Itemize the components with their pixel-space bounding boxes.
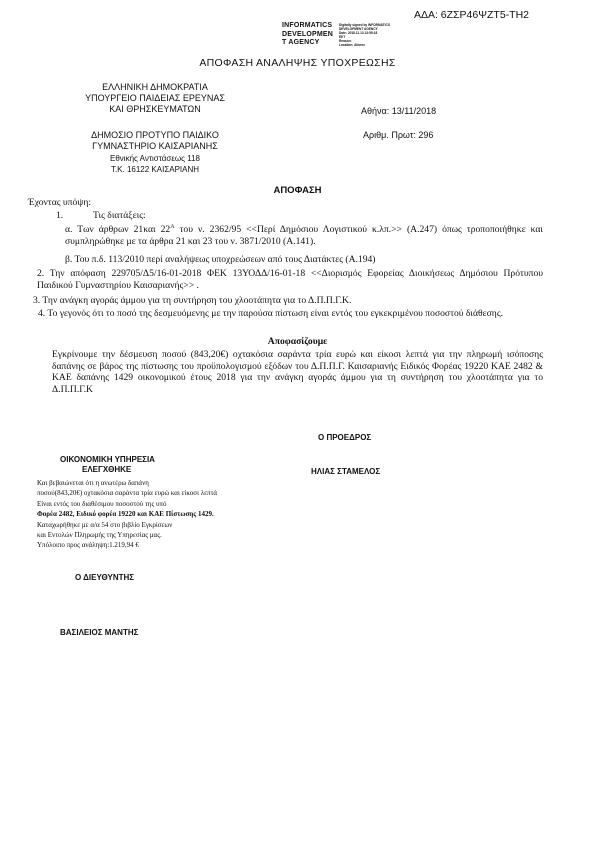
item-1-number: 1.	[56, 210, 64, 221]
we-decide-heading: Αποφασίζουμε	[267, 336, 328, 347]
document-title: ΑΠΟΦΑΣΗ ΑΝΑΛΗΨΗΣ ΥΠΟΧΡΕΩΣΗΣ	[199, 57, 396, 69]
director-name: ΒΑΣΙΛΕΙΟΣ ΜΑΝΤΗΣ	[60, 628, 139, 637]
address-block: Εθνικής Αντιστάσεως 118 Τ.Κ. 16122 ΚΑΙΣΑΡΙΑΝΗ	[110, 154, 200, 174]
item-1a: α. Των άρθρων 21και $22^A$ του ν. 2362/95 <<Περί Δημόσιου Λογιστικού κ.λπ.>> (Α.247) όπως τροποποιήθηκε και συμπληρώθηκε με τα άρθρα 21 και 23 του ν. 3871/2010 (Α.141).	[65, 224, 543, 247]
school-block: ΔΗΜΟΣΙΟ ΠΡΟΤΥΠΟ ΠΑΙΔΙΚΟ ΓΥΜΝΑΣΤΗΡΙΟ ΚΑΙΣΑΡΙΑΝΗΣ	[91, 130, 219, 152]
checked-label: ΕΛΕΓΧΘΗΚΕ	[82, 465, 132, 474]
decision-heading: ΑΠΟΦΑΣΗ	[273, 185, 322, 196]
president-title: Ο ΠΡΟΕΔΡΟΣ	[318, 433, 372, 442]
decision-text: Εγκρίνουμε την δέσμευση ποσού (843,20€) οχτακόσια σαράντα τρία ευρώ και είκοσι λεπτά για την πληρωμή ισόποσης δαπάνης σε βάρος της πίστωσης του προϋπολογισμού εξόδων του Δ.Π.Π.Γ. Καισαριανής Ειδικός Φορέας 19220 ΚΑΕ 2482 & ΚΑΕ δαπάνης 1429 οικονομικού έτους 2018 για την ανάγκη αγοράς άμμου για τη συντήρηση του χλοοτάπητα για το Δ.Π.Π.Γ.Κ	[52, 349, 543, 395]
finance-certification: Και βεβαιώνεται ότι η ανωτέρω δαπάνη ποσού(843,20€) οχτακόσια σαράντα τρία ευρώ και είκοσι λεπτά Είναι εντός του διαθέσιμου ποσοστού της υπό Φορέα 2482, Ειδικό φορέα 19220 και ΚΑΕ Πίστωσης 1429. Καταχωρήθηκε με α/α 54 στο βιβλίο Εγκρίσεων και Εντολών Πληρωμής της Υπηρεσίας μας. Υπόλοιπο προς ανάληψη:1.219,94 €	[37, 479, 218, 550]
director-title: Ο ΔΙΕΥΘΥΝΤΗΣ	[75, 573, 135, 582]
item-4: 4. Το γεγονός ότι το ποσό της δεσμευόμενης με την παρούσα πίστωση είναι εντός του εγκεκριμένου ποσοστού διάθεσης.	[38, 308, 504, 319]
having-regard: Έχοντας υπόψη:	[28, 197, 91, 208]
item-1-label: Τις διατάξεις:	[93, 210, 146, 221]
president-name: ΗΛΙΑΣ ΣΤΑΜΕΛΟΣ	[311, 467, 381, 476]
signature-organization: INFORMATICS DEVELOPMEN T AGENCY	[282, 22, 334, 46]
protocol-number: Αριθμ. Πρωτ: 296	[363, 130, 434, 140]
item-1b: β. Του π.δ. 113/2010 περί αναλήψεως υποχρεώσεων από τους Διατάκτες (Α.194)	[65, 254, 376, 265]
finance-department: ΟΙΚΟΝΟΜΙΚΗ ΥΠΗΡΕΣΙΑ	[60, 455, 155, 464]
date: Αθήνα: 13/11/2018	[361, 106, 437, 116]
item-3: 3. Την ανάγκη αγοράς άμμου για τη συντήρηση του χλοοτάπητα για το Δ.Π.Π.Γ.Κ.	[33, 295, 352, 306]
item-2: 2. Την απόφαση 229705/Δ5/16-01-2018 ΦΕΚ 13ΥΟΔΔ/16-01-18 <<Διορισμός Εφορείας Διοικήσεως Δημόσιου Πρότυπου Παιδικού Γυμναστηρίου Καισαριανής>> .	[37, 268, 543, 291]
signature-details: Digitally signed by INFORMATICS DEVELOPMENT AGENCY Date: 2018.11.13 13:55:18 EET Reason: Location: Athens	[339, 23, 390, 47]
ada-code: ΑΔΑ: 6ΖΣΡ46ΨΖΤ5-ΤΗ2	[413, 9, 529, 21]
issuer-block: ΕΛΛΗΝΙΚΗ ΔΗΜΟΚΡΑΤΙΑ ΥΠΟΥΡΓΕΙΟ ΠΑΙΔΕΙΑΣ ΕΡΕΥΝΑΣ ΚΑΙ ΘΡΗΣΚΕΥΜΑΤΩΝ	[85, 82, 225, 115]
